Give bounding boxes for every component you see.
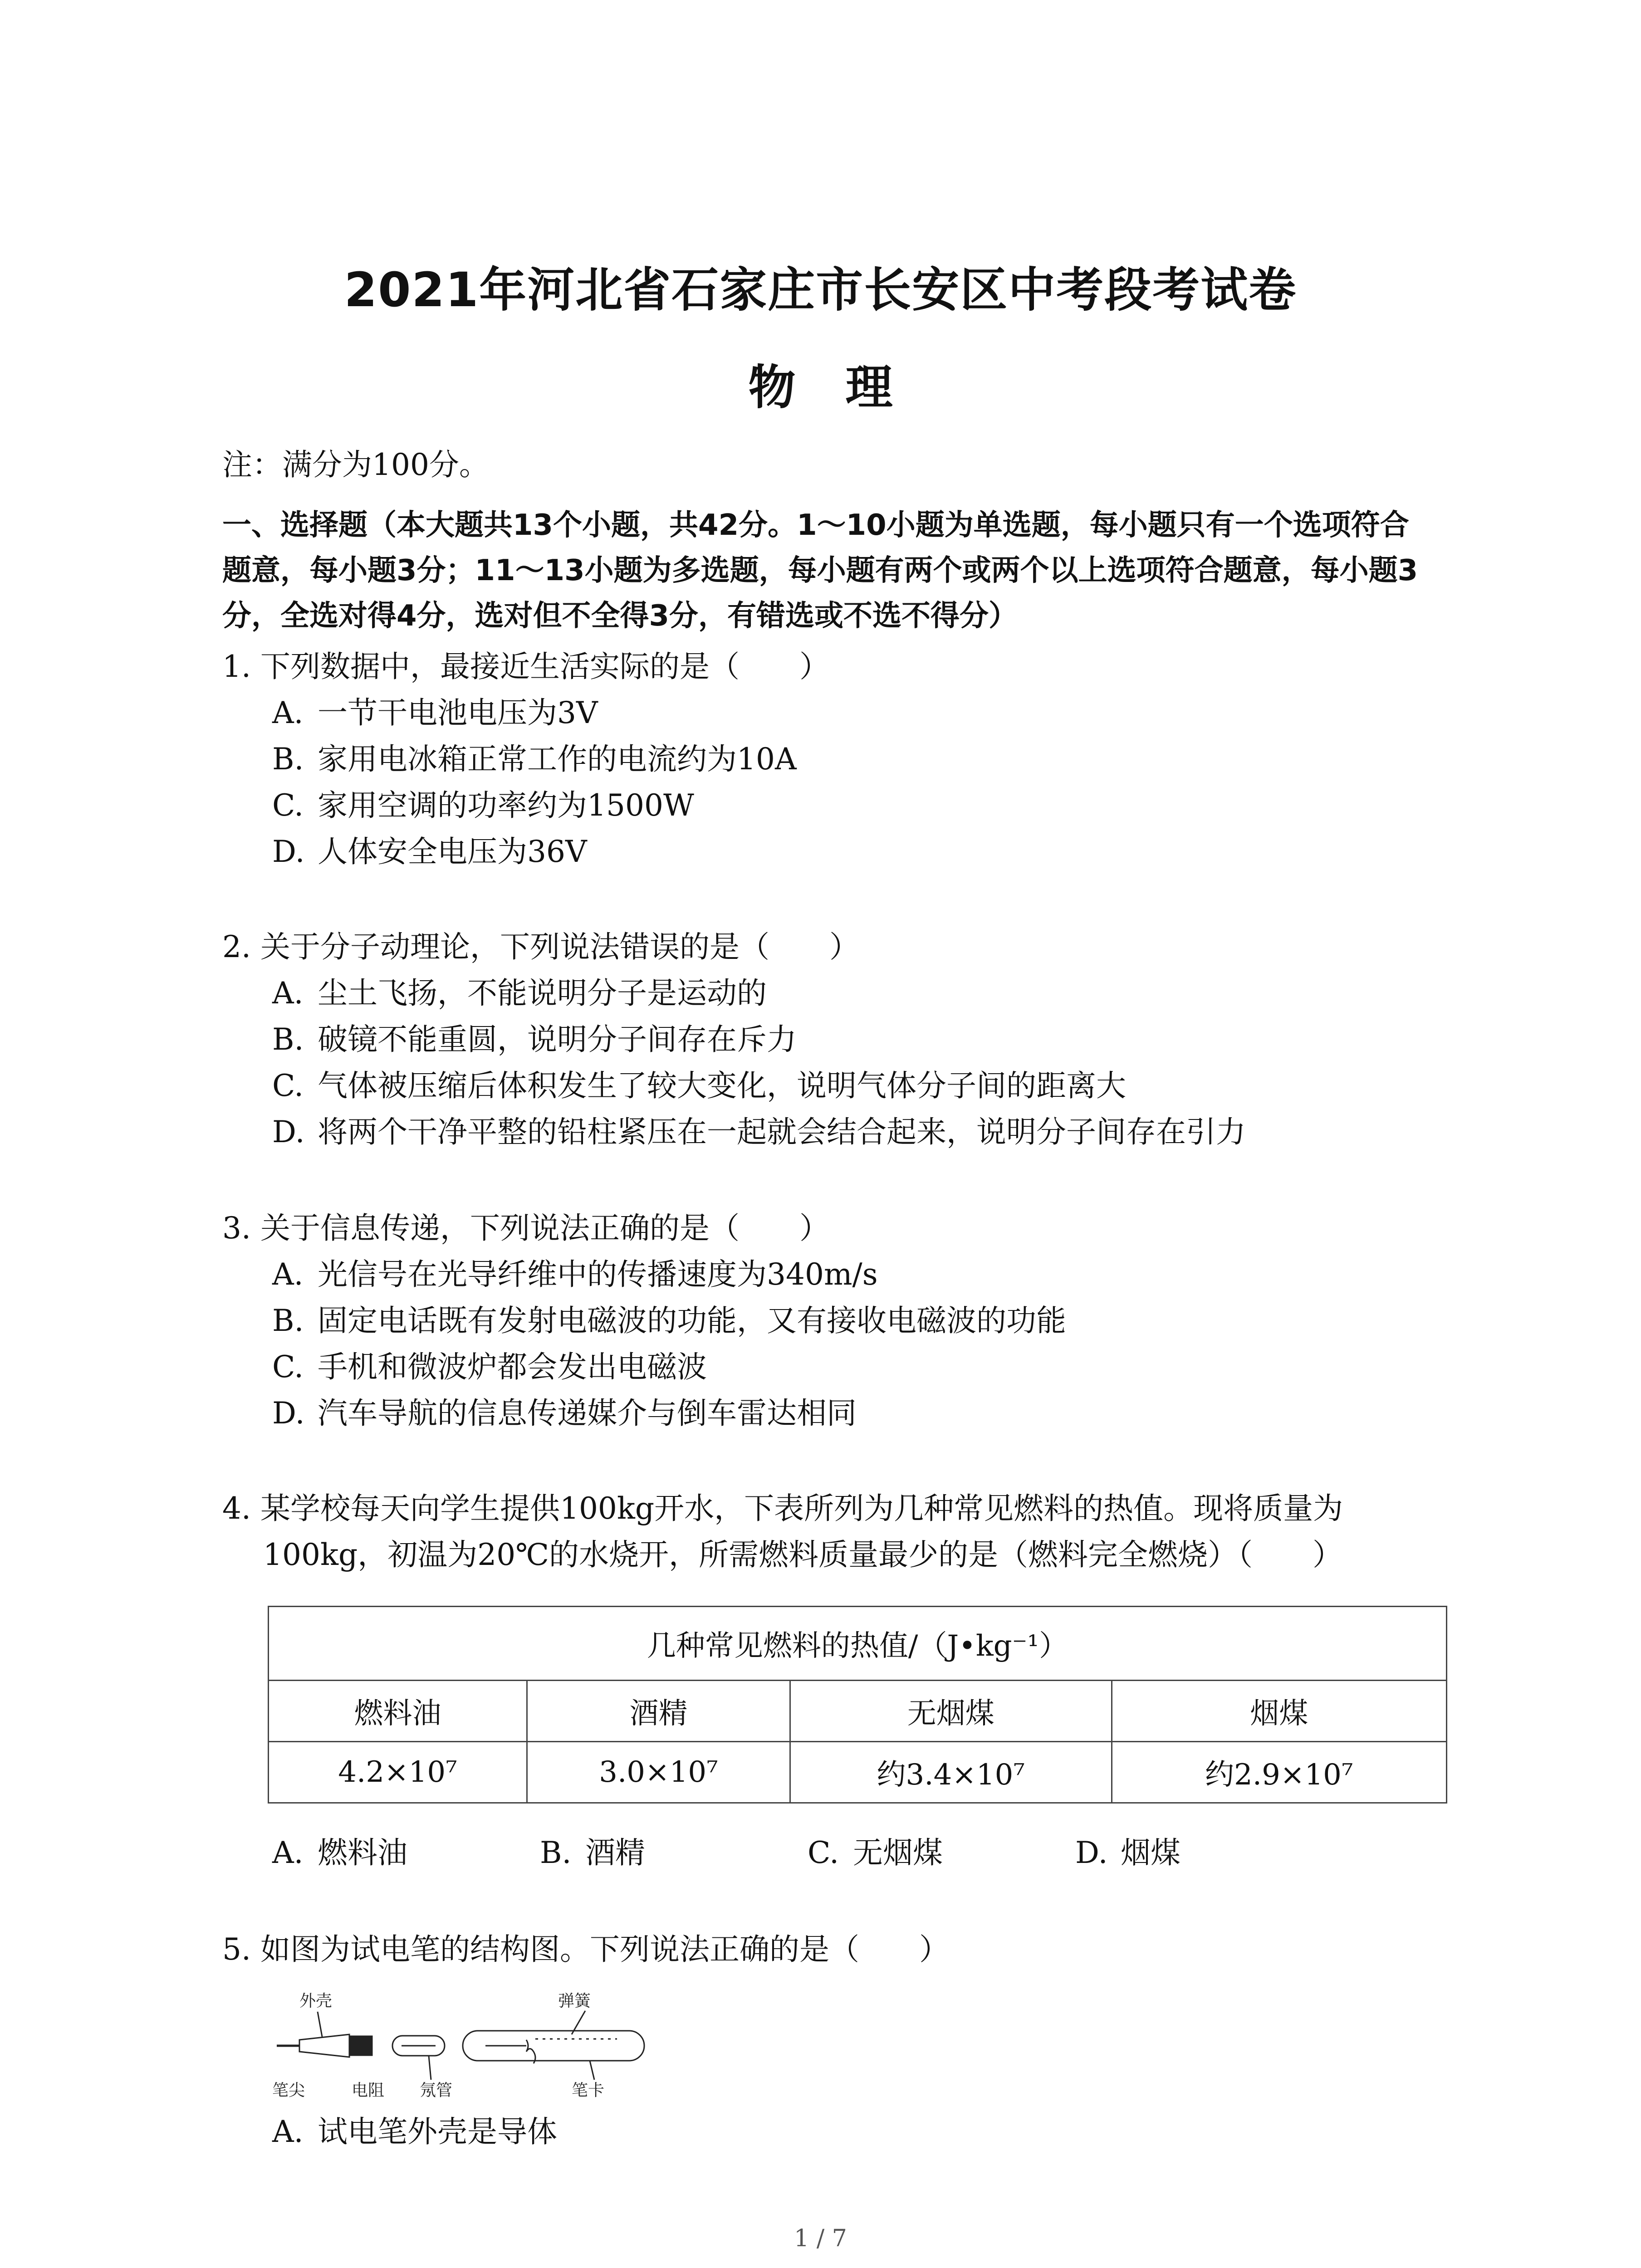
option-label: A. xyxy=(272,1835,304,1870)
option-label: A. xyxy=(272,695,304,730)
option-label: B. xyxy=(272,742,304,777)
question-2-option-a[interactable] xyxy=(272,975,767,1012)
table-caption: 几种常见燃料的热值/（J•kg⁻¹） xyxy=(269,1607,1447,1681)
label-clip: 笔卡 xyxy=(572,2081,605,2100)
label-shell: 外壳 xyxy=(299,1992,333,2010)
option-text: 固定电话既有发射电磁波的功能，又有接收电磁波的功能 xyxy=(318,1303,1066,1338)
question-3-option-d[interactable] xyxy=(272,1395,857,1432)
table-cell: 约3.4×10⁷ xyxy=(790,1742,1112,1803)
question-1-option-b[interactable] xyxy=(272,741,797,777)
question-1-option-d[interactable] xyxy=(272,834,587,870)
table-header-cell: 酒精 xyxy=(527,1681,790,1742)
table-caption-row xyxy=(269,1607,1447,1681)
pen-shell-icon xyxy=(299,2034,349,2057)
table-cell: 约2.9×10⁷ xyxy=(1112,1742,1446,1803)
option-label: B. xyxy=(540,1835,572,1870)
option-text: 试电笔外壳是导体 xyxy=(318,2114,557,2149)
section-header-line-3: 分，全选对得4分，选对但不全得3分，有错选或不选不得分） xyxy=(222,599,1018,633)
option-text: 酒精 xyxy=(585,1835,645,1870)
option-label: D. xyxy=(272,1396,305,1431)
question-2-option-b[interactable] xyxy=(272,1022,797,1058)
option-text: 手机和微波炉都会发出电磁波 xyxy=(318,1349,707,1384)
question-4-option-c[interactable] xyxy=(808,1835,943,1871)
label-tip: 笔尖 xyxy=(272,2081,305,2100)
fuel-heat-value-table xyxy=(268,1606,1447,1804)
option-text: 气体被压缩后体积发生了较大变化，说明气体分子间的距离大 xyxy=(318,1068,1126,1103)
label-spring: 弹簧 xyxy=(558,1992,591,2010)
option-label: C. xyxy=(272,788,304,823)
option-label: A. xyxy=(272,976,304,1011)
table-header-cell: 烟煤 xyxy=(1112,1681,1446,1742)
question-1-stem: 1. 下列数据中，最接近生活实际的是（ ） xyxy=(222,649,829,684)
option-label: C. xyxy=(808,1835,839,1870)
question-3-option-c[interactable] xyxy=(272,1349,707,1385)
question-2-option-d[interactable] xyxy=(272,1114,1246,1150)
option-text: 家用空调的功率约为1500W xyxy=(318,788,694,823)
option-label: D. xyxy=(272,834,305,869)
score-note: 注：满分为100分。 xyxy=(222,447,489,482)
option-text: 尘土飞扬，不能说明分子是运动的 xyxy=(318,976,767,1011)
option-text: 人体安全电压为36V xyxy=(318,834,587,869)
exam-title: 2021年河北省石家庄市长安区中考段考试卷 xyxy=(344,262,1297,318)
option-label: C. xyxy=(272,1349,304,1384)
option-text: 将两个干净平整的铅柱紧压在一起就会结合起来，说明分子间存在引力 xyxy=(318,1114,1246,1149)
test-pen-diagram xyxy=(272,1989,653,2102)
question-3-option-a[interactable] xyxy=(272,1256,878,1293)
page-number: 1 / 7 xyxy=(794,2225,847,2252)
label-neon: 氖管 xyxy=(420,2081,453,2100)
question-2-stem: 2. 关于分子动理论，下列说法错误的是（ ） xyxy=(222,929,859,964)
resistor-icon xyxy=(349,2036,372,2055)
subject-title: 物理 xyxy=(748,360,943,415)
option-label: D. xyxy=(1075,1835,1108,1870)
section-header-line-2: 题意，每小题3分；11～13小题为多选题，每小题有两个或两个以上选项符合题意，每小题3 xyxy=(222,554,1418,587)
option-label: B. xyxy=(272,1022,304,1057)
table-header-cell: 无烟煤 xyxy=(790,1681,1112,1742)
question-4-option-d[interactable] xyxy=(1075,1835,1181,1871)
question-3-stem: 3. 关于信息传递，下列说法正确的是（ ） xyxy=(222,1211,829,1246)
option-text: 燃料油 xyxy=(318,1835,407,1870)
option-text: 家用电冰箱正常工作的电流约为10A xyxy=(318,742,797,777)
question-1-option-c[interactable] xyxy=(272,787,694,824)
question-1-option-a[interactable] xyxy=(272,695,598,731)
table-cell: 3.0×10⁷ xyxy=(527,1742,790,1803)
question-5-option-a[interactable] xyxy=(272,2114,557,2150)
option-label: D. xyxy=(272,1114,305,1149)
option-text: 破镜不能重圆，说明分子间存在斥力 xyxy=(318,1022,797,1057)
section-header-line-1: 一、选择题（本大题共13个小题，共42分。1～10小题为单选题，每小题只有一个选项符合 xyxy=(222,508,1409,542)
question-3-option-b[interactable] xyxy=(272,1303,1066,1339)
question-4-option-b[interactable] xyxy=(540,1835,645,1871)
option-label: B. xyxy=(272,1303,304,1338)
option-text: 汽车导航的信息传递媒介与倒车雷达相同 xyxy=(318,1396,857,1431)
option-label: A. xyxy=(272,2114,304,2149)
label-resistor: 电阻 xyxy=(352,2081,385,2100)
question-5-stem: 5. 如图为试电笔的结构图。下列说法正确的是（ ） xyxy=(222,1932,949,1967)
option-text: 无烟煤 xyxy=(853,1835,943,1870)
option-text: 烟煤 xyxy=(1121,1835,1181,1870)
table-cell: 4.2×10⁷ xyxy=(269,1742,527,1803)
option-text: 光信号在光导纤维中的传播速度为340m/s xyxy=(318,1257,878,1292)
option-label: A. xyxy=(272,1257,304,1292)
question-4-stem-line-1: 4. 某学校每天向学生提供100kg开水，下表所列为几种常见燃料的热值。现将质量为 xyxy=(222,1491,1343,1526)
question-4-option-a[interactable] xyxy=(272,1835,407,1871)
question-2-option-c[interactable] xyxy=(272,1068,1126,1104)
question-4-stem-line-2: 100kg，初温为20℃的水烧开，所需燃料质量最少的是（燃料完全燃烧）（ ） xyxy=(263,1537,1343,1572)
table-row xyxy=(269,1742,1447,1803)
table-header-row xyxy=(269,1681,1447,1742)
option-label: C. xyxy=(272,1068,304,1103)
option-text: 一节干电池电压为3V xyxy=(318,695,598,730)
table-header-cell: 燃料油 xyxy=(269,1681,527,1742)
